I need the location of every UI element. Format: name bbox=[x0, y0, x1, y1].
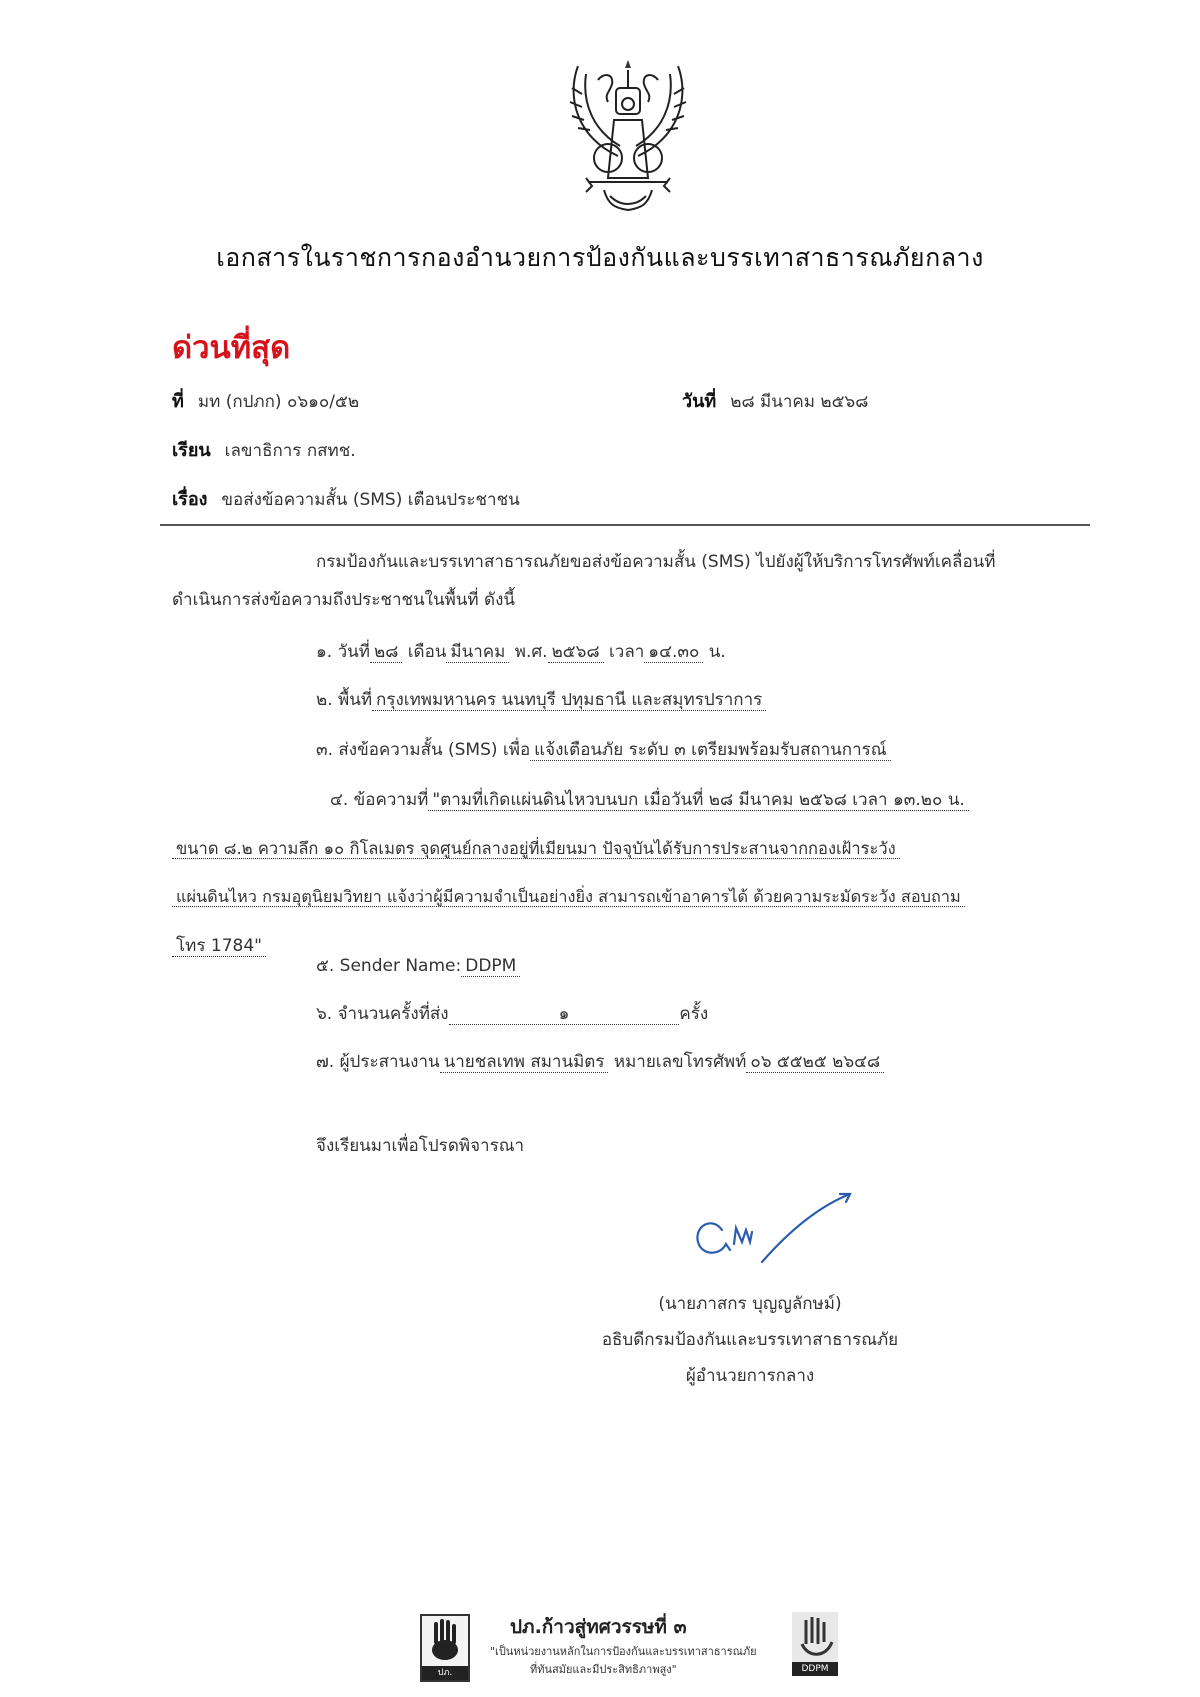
footer-slogan-line-2: ที่ทันสมัยและมีประสิทธิภาพสูง" bbox=[530, 1663, 677, 1676]
item-5-sender bbox=[316, 952, 520, 979]
item-4-message-line-4 bbox=[172, 932, 266, 959]
item-7-phone: ๐๖ ๕๕๒๕ ๒๖๔๘ bbox=[746, 1052, 884, 1073]
item-4-text-3: แผ่นดินไหว กรมอุตุนิยมวิทยา แจ้งว่าผู้มีความจำเป็นอย่างยิ่ง สามารถเข้าอาคารได้ ด้วยความระมัดระวัง สอบถาม bbox=[172, 887, 965, 907]
item-1-year-label: พ.ศ. bbox=[514, 642, 548, 662]
item-4-message-line-2 bbox=[172, 836, 900, 862]
date-label: วันที่ bbox=[682, 391, 717, 412]
hand-icon bbox=[792, 1612, 838, 1662]
item-1-year: ๒๕๖๘ bbox=[548, 642, 604, 663]
item-2-area bbox=[316, 686, 766, 713]
signatory-position-1: อธิบดีกรมป้องกันและบรรเทาสาธารณภัย bbox=[601, 1330, 899, 1350]
item-5-label: ๕. Sender Name: bbox=[316, 956, 462, 976]
item-4-text-4: โทร 1784" bbox=[172, 936, 266, 957]
footer-slogan-line-1: "เป็นหน่วยงานหลักในการป้องกันและบรรเทาสาธารณภัย bbox=[490, 1645, 757, 1658]
ddpm-hand-logo-left bbox=[420, 1614, 470, 1682]
subject-label: เรื่อง bbox=[172, 489, 208, 510]
header-divider bbox=[160, 524, 1090, 526]
recipient-label: เรียน bbox=[172, 440, 211, 461]
item-6-count bbox=[316, 1000, 708, 1027]
subject-line bbox=[172, 484, 520, 513]
item-7-phone-label: หมายเลขโทรศัพท์ bbox=[613, 1052, 747, 1072]
intro-line-2: ดำเนินการส่งข้อความถึงประชาชนในพื้นที่ ดังนี้ bbox=[172, 590, 515, 610]
item-3-purpose bbox=[316, 736, 891, 763]
item-7-name: นายชลเทพ สมานมิตร bbox=[440, 1052, 609, 1073]
signatory-name: (นายภาสกร บุญญลักษม์) bbox=[658, 1294, 842, 1314]
item-1-month: มีนาคม bbox=[446, 642, 509, 663]
item-4-message-line-1 bbox=[330, 786, 969, 813]
handwritten-signature-icon bbox=[690, 1190, 860, 1270]
item-4-text-1: "ตามที่เกิดแผ่นดินไหวบนบก เมื่อวันที่ ๒๘ มีนาคม ๒๕๖๘ เวลา ๑๓.๒๐ น. bbox=[428, 790, 968, 811]
item-2-value: กรุงเทพมหานคร นนทบุรี ปทุมธานี และสมุทรปราการ bbox=[372, 690, 766, 711]
item-2-label: ๒. พื้นที่ bbox=[316, 690, 373, 710]
item-4-message-line-3 bbox=[172, 884, 965, 910]
item-3-label: ๓. ส่งข้อความสั้น (SMS) เพื่อ bbox=[316, 740, 531, 760]
item-1-date: ๒๘ bbox=[370, 642, 402, 663]
item-7-label: ๗. ผู้ประสานงาน bbox=[316, 1052, 440, 1072]
left-logo-caption: ปภ. bbox=[422, 1666, 468, 1680]
urgency-label: ด่วนที่สุด bbox=[172, 330, 291, 366]
ddpm-hand-logo-right bbox=[792, 1612, 838, 1676]
item-5-value: DDPM bbox=[461, 956, 520, 977]
item-3-value: แจ้งเตือนภัย ระดับ ๓ เตรียมพร้อมรับสถานการณ์ bbox=[530, 740, 890, 761]
reference-number: มท (กปภก) ๐๖๑๐/๕๒ bbox=[197, 392, 360, 412]
item-1-time: ๑๔.๓๐ bbox=[644, 642, 703, 663]
item-1-month-label: เดือน bbox=[407, 642, 447, 662]
item-6-suffix: ครั้ง bbox=[679, 1004, 709, 1024]
date-value: ๒๘ มีนาคม ๒๕๖๘ bbox=[730, 392, 869, 412]
recipient-value: เลขาธิการ กสทช. bbox=[224, 441, 356, 461]
document-title: เอกสารในราชการกองอำนวยการป้องกันและบรรเทาสาธารณภัยกลาง bbox=[216, 243, 984, 272]
item-7-coordinator bbox=[316, 1048, 884, 1075]
item-4-label: ๔. ข้อความที่ bbox=[330, 790, 429, 810]
garuda-icon bbox=[548, 58, 708, 218]
footer-banner bbox=[420, 1612, 840, 1692]
garuda-emblem bbox=[548, 58, 708, 218]
intro-line-1: กรมป้องกันและบรรเทาสาธารณภัยขอส่งข้อความสั้น (SMS) ไปยังผู้ให้บริการโทรศัพท์เคลื่อนที่ bbox=[316, 552, 996, 572]
item-1-time-suffix: น. bbox=[708, 642, 726, 662]
subject-value: ขอส่งข้อความสั้น (SMS) เตือนประชาชน bbox=[221, 490, 520, 510]
item-1-time-label: เวลา bbox=[608, 642, 645, 662]
reference-line bbox=[172, 386, 359, 415]
item-1-date-label: ๑. วันที่ bbox=[316, 642, 370, 662]
signature bbox=[690, 1190, 860, 1270]
item-6-value: ๑ bbox=[449, 1004, 680, 1025]
hand-icon bbox=[422, 1616, 468, 1664]
item-4-text-2: ขนาด ๘.๒ ความลึก ๑๐ กิโลเมตร จุดศูนย์กลางอยู่ที่เมียนมา ปัจจุบันได้รับการประสานจากกองเฝ้าระวัง bbox=[172, 839, 900, 859]
right-logo-caption: DDPM bbox=[792, 1662, 838, 1676]
item-6-label: ๖. จำนวนครั้งที่ส่ง bbox=[316, 1004, 449, 1024]
item-1-datetime bbox=[316, 638, 726, 665]
recipient-line bbox=[172, 435, 356, 464]
reference-label: ที่ bbox=[172, 391, 184, 412]
footer-slogan-title: ปภ.ก้าวสู่ทศวรรษที่ ๓ bbox=[510, 1616, 687, 1638]
signatory-position-2: ผู้อำนวยการกลาง bbox=[685, 1366, 815, 1386]
closing-line: จึงเรียนมาเพื่อโปรดพิจารณา bbox=[316, 1136, 525, 1156]
date-line bbox=[682, 386, 868, 415]
